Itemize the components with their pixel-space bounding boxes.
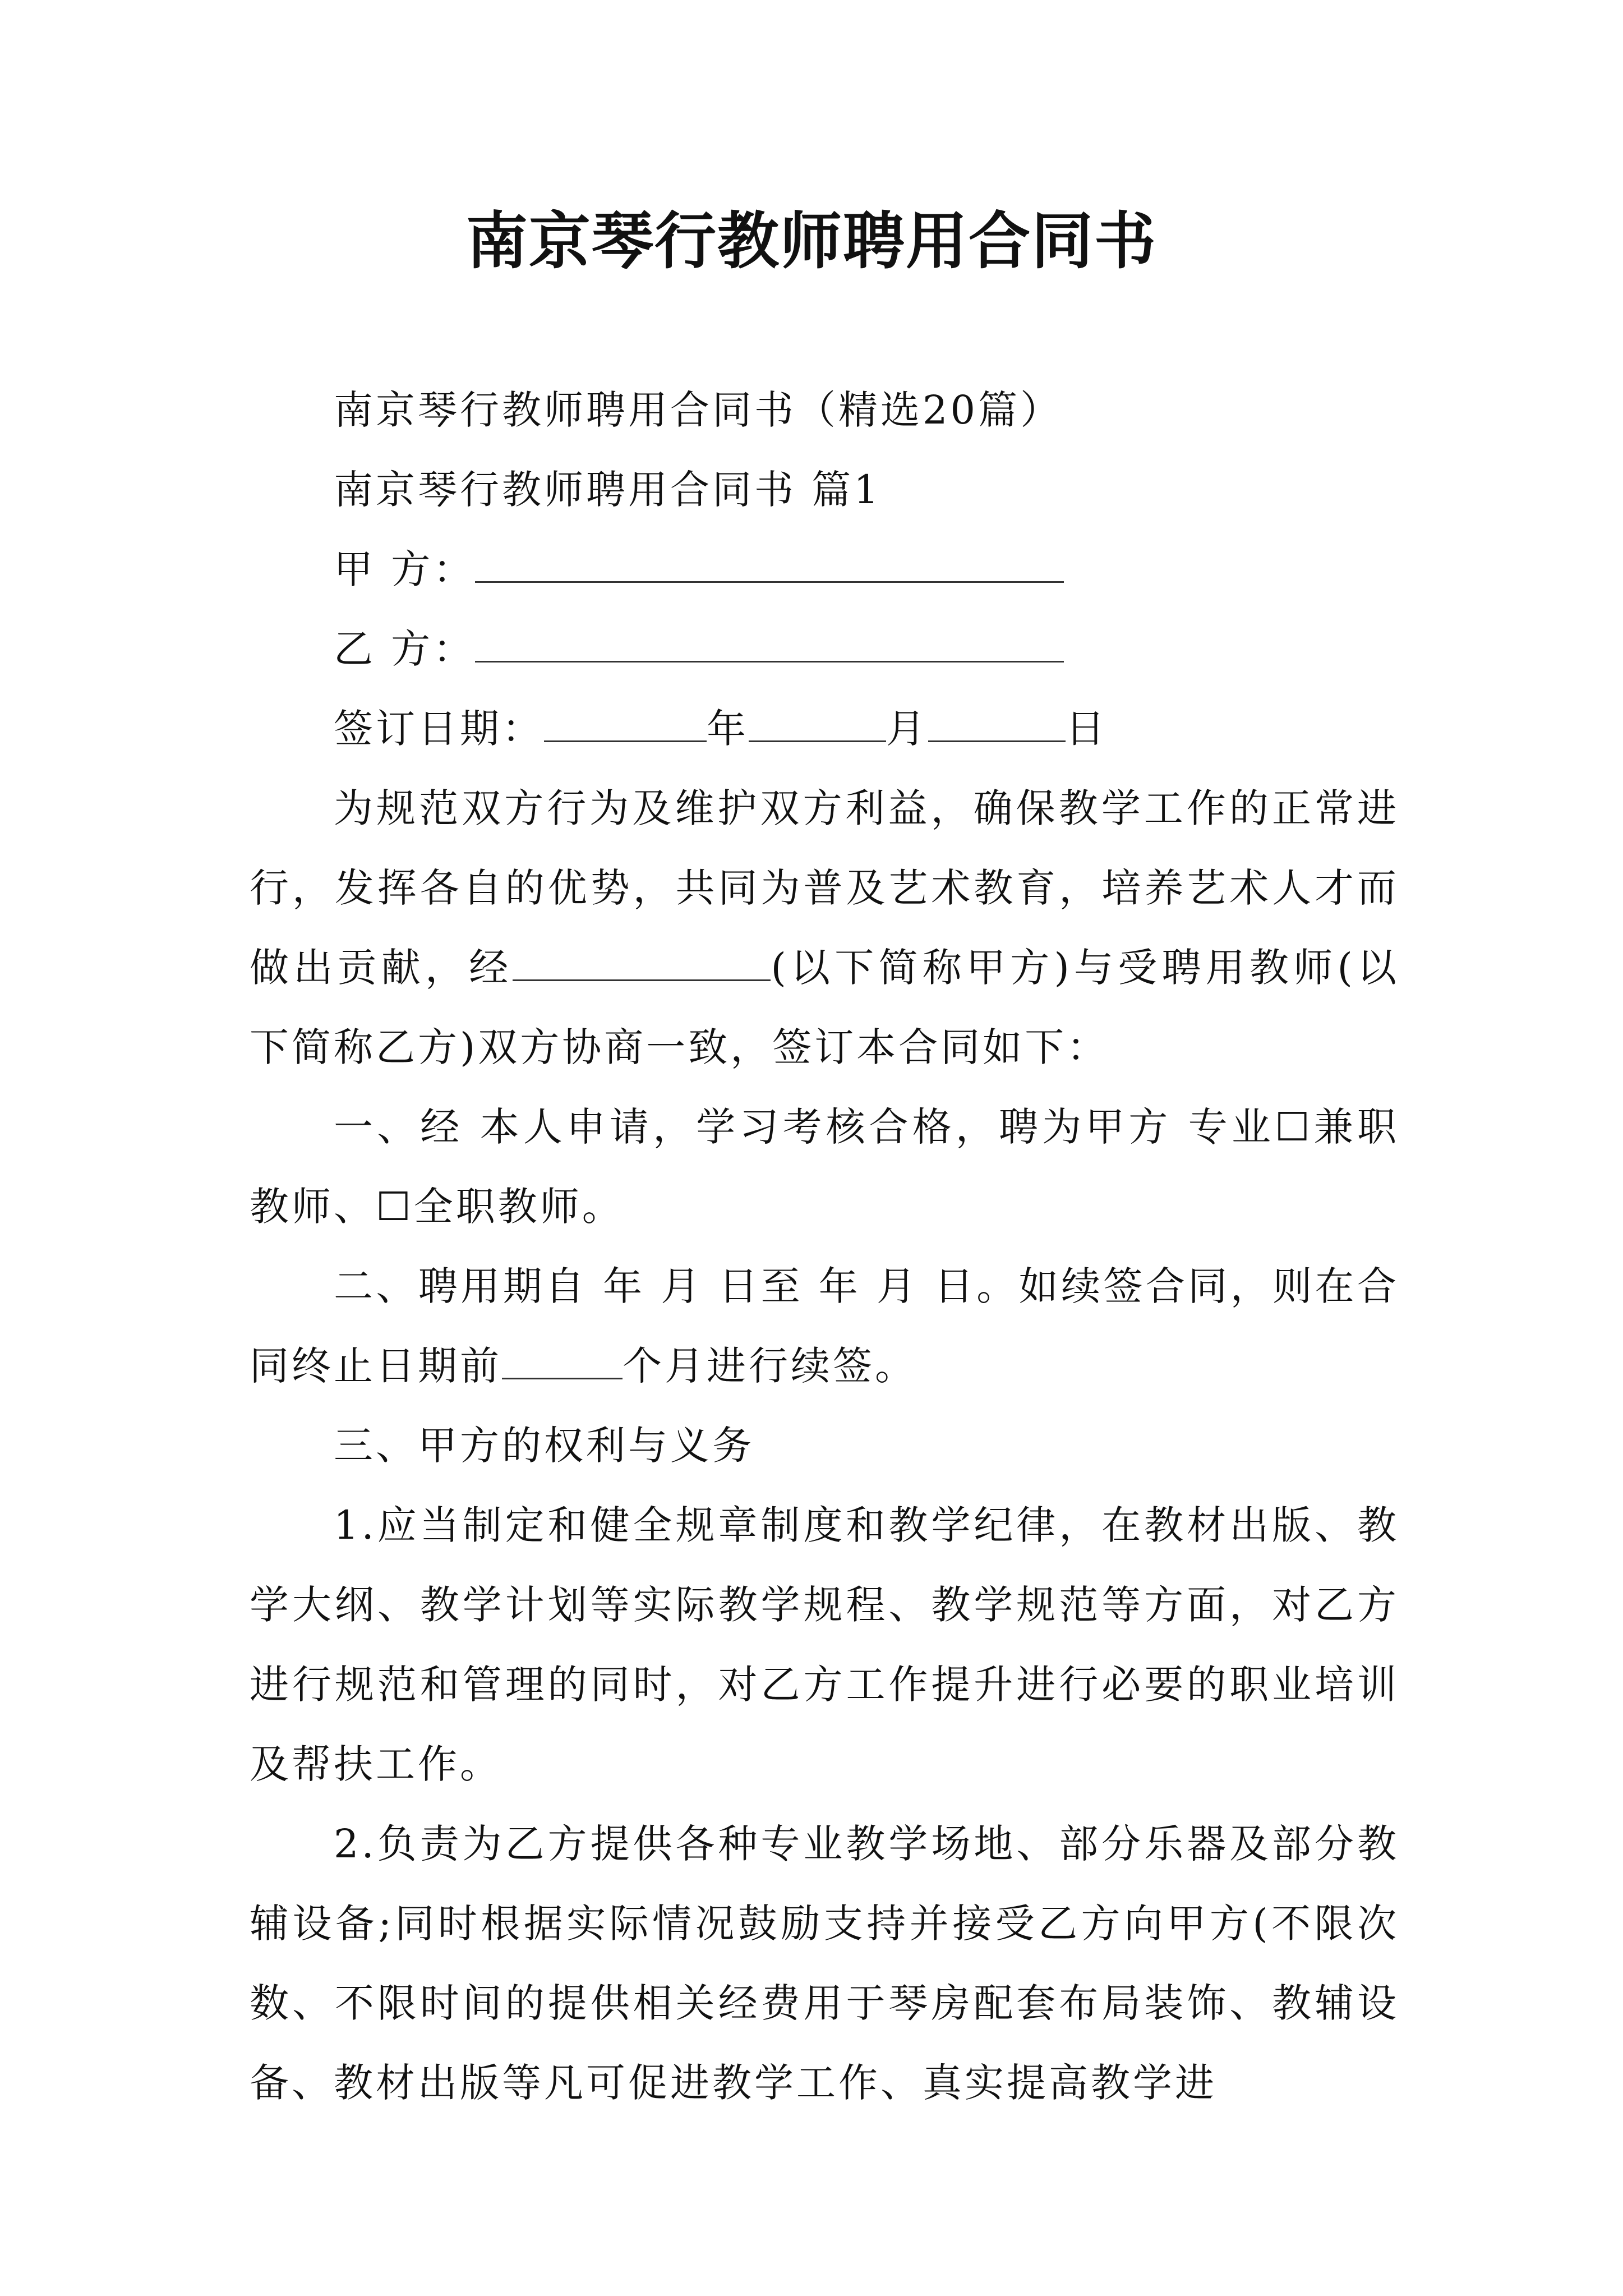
- intro-text-after: (以下简称甲方)与受聘用教师(以下简称乙方)双方协商一致，签订本合同如下：: [250, 945, 1399, 1070]
- document-title: 南京琴行教师聘用合同书: [466, 205, 1157, 277]
- document-body: [250, 370, 1399, 2123]
- clause-3-item-2: 2.负责为乙方提供各种专业教学场地、部分乐器及部分教辅设备;同时根据实际情况鼓励支持并接受乙方向甲方(不限次数、不限时间的提供相关经费用于琴房配套布局装饰、教辅设备、教材出版等凡可促进教学工作、真实提高教学进: [250, 1821, 1399, 2106]
- sign-day-blank: [928, 700, 1066, 742]
- party-a-label: 甲 方：: [334, 546, 476, 592]
- intro-paragraph: [250, 769, 1399, 1087]
- intro-text-before: 为规范双方行为及维护双方利益，确保教学工作的正常进行，发挥各自的优势，共同为普及艺术教育，培养艺术人才而做出贡献，经: [250, 785, 1399, 991]
- document-subtitle: 南京琴行教师聘用合同书（精选20篇）: [334, 387, 1063, 433]
- party-a-line: [250, 530, 1399, 609]
- clause-2-text-after: 个月进行续签。: [623, 1343, 917, 1389]
- party-a-name-blank: [513, 939, 771, 981]
- clause-1: 一、经 本人申请，学习考核合格，聘为甲方 专业☐兼职教师、☐全职教师。: [250, 1104, 1399, 1230]
- sign-date-label: 签订日期：: [334, 706, 544, 752]
- sign-year-label: 年: [707, 706, 749, 752]
- sign-month-label: 月: [886, 706, 928, 752]
- party-b-blank: [475, 620, 1064, 662]
- party-b-line: [250, 609, 1399, 689]
- sign-year-blank: [544, 700, 707, 742]
- renewal-months-blank: [502, 1337, 623, 1379]
- section-heading: 南京琴行教师聘用合同书 篇1: [334, 467, 882, 513]
- clause-3-item-1: 1.应当制定和健全规章制度和教学纪律，在教材出版、教学大纲、教学计划等实际教学规程、教学规范等方面，对乙方进行规范和管理的同时，对乙方工作提升进行必要的职业培训及帮扶工作。: [250, 1502, 1399, 1787]
- sign-month-blank: [749, 700, 886, 742]
- clause-2-text-before: 二、聘用期自 年 月 日至 年 月 日。如续签合同，则在合同终止日期前: [250, 1263, 1399, 1389]
- party-a-blank: [475, 541, 1064, 583]
- sign-date-line: [250, 689, 1399, 769]
- party-b-label: 乙 方：: [334, 626, 476, 672]
- sign-day-label: 日: [1066, 706, 1108, 752]
- clause-3-heading: 三、甲方的权利与义务: [334, 1423, 754, 1469]
- clause-2: [250, 1246, 1399, 1406]
